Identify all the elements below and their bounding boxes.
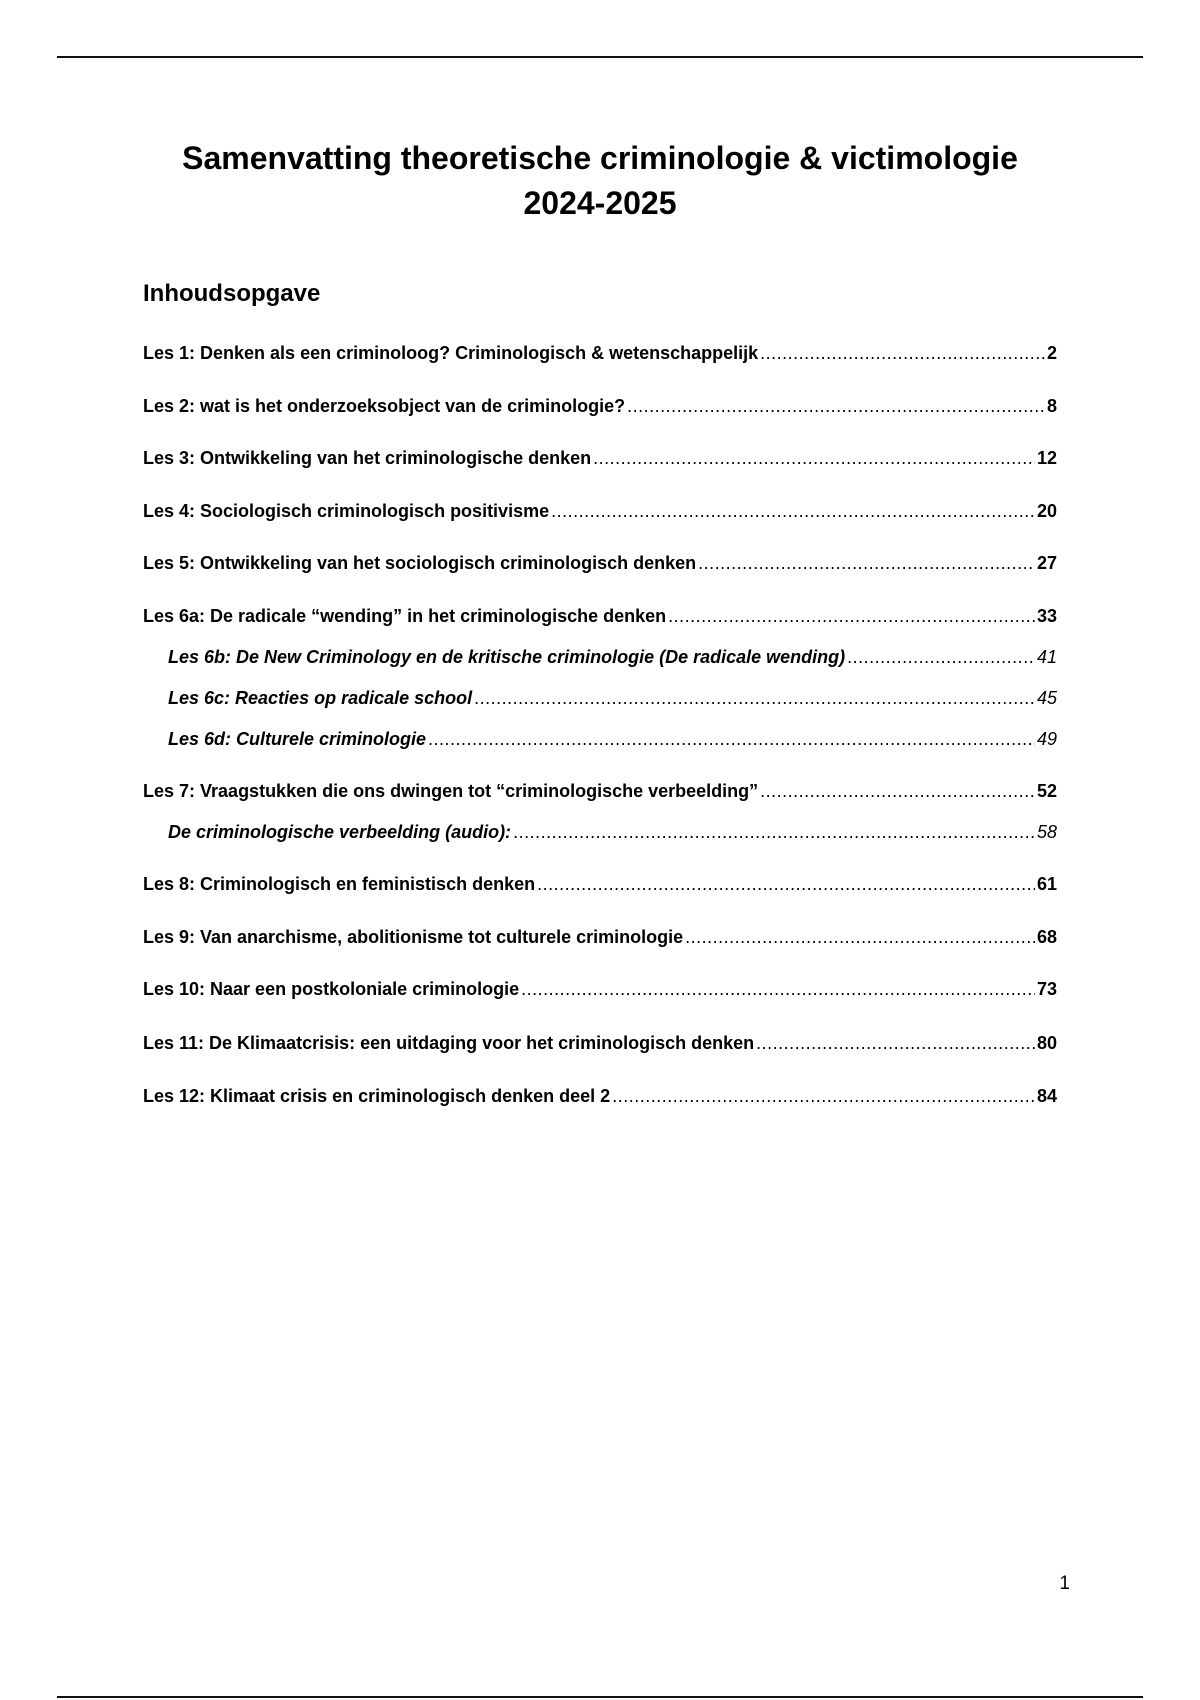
document-title (0, 136, 1200, 226)
toc-leader-dots (612, 1084, 1035, 1108)
toc-entry-les-2[interactable] (143, 394, 1057, 418)
toc-leader-dots (698, 551, 1035, 575)
toc-leader-dots (760, 779, 1035, 803)
toc-entry-label: Les 5: Ontwikkeling van het sociologisch criminologisch denken (143, 553, 697, 573)
title-line-1: Samenvatting theoretische criminologie & victimologie (182, 140, 1018, 176)
toc-leader-dots (668, 604, 1035, 628)
toc-entry-page: 27 (1036, 553, 1057, 573)
toc-entry-label: Les 6d: Culturele criminologie (168, 729, 427, 749)
toc-entry-label: Les 11: De Klimaatcrisis: een uitdaging voor het criminologisch denken (143, 1033, 755, 1053)
toc-entry-les-3[interactable] (143, 446, 1057, 470)
toc-leader-dots (428, 727, 1035, 751)
toc-entry-les-6b[interactable] (168, 645, 1057, 669)
toc-entry-les-7[interactable] (143, 779, 1057, 803)
toc-entry-label: Les 8: Criminologisch en feministisch denken (143, 874, 536, 894)
toc-entry-les-1[interactable] (143, 341, 1057, 365)
toc-leader-dots (521, 977, 1035, 1001)
toc-leader-dots (537, 872, 1035, 896)
toc-leader-dots (551, 499, 1035, 523)
toc-entry-label: Les 2: wat is het onderzoeksobject van de criminologie? (143, 396, 626, 416)
toc-entry-page: 33 (1036, 606, 1057, 626)
toc-entry-les-5[interactable] (143, 551, 1057, 575)
toc-heading: Inhoudsopgave (143, 280, 321, 307)
toc-entry-page: 73 (1036, 979, 1057, 999)
toc-leader-dots (627, 394, 1045, 418)
toc-entry-page: 52 (1036, 781, 1057, 801)
toc-entry-page: 41 (1036, 647, 1057, 667)
toc-entry-label: Les 6a: De radicale “wending” in het criminologische denken (143, 606, 667, 626)
toc-entry-label: Les 6b: De New Criminology en de kritische criminologie (De radicale wending) (168, 647, 846, 667)
toc-entry-les-6d[interactable] (168, 727, 1057, 751)
toc-entry-les-6a[interactable] (143, 604, 1057, 628)
toc-entry-les-6c[interactable] (168, 686, 1057, 710)
toc-entry-label: De criminologische verbeelding (audio): (168, 822, 512, 842)
toc-entry-page: 20 (1036, 501, 1057, 521)
toc-entry-page: 61 (1036, 874, 1057, 894)
top-rule (57, 56, 1143, 58)
toc-leader-dots (760, 341, 1045, 365)
toc-entry-label: Les 3: Ontwikkeling van het criminologische denken (143, 448, 592, 468)
toc-entry-page: 84 (1036, 1086, 1057, 1106)
toc-leader-dots (474, 686, 1035, 710)
toc-entry-label: Les 1: Denken als een criminoloog? Criminologisch & wetenschappelijk (143, 343, 759, 363)
toc-entry-label: Les 9: Van anarchisme, abolitionisme tot culturele criminologie (143, 927, 684, 947)
toc-entry-page: 68 (1036, 927, 1057, 947)
toc-entry-label: Les 10: Naar een postkoloniale criminologie (143, 979, 520, 999)
toc-entry-les-11[interactable] (143, 1031, 1057, 1055)
toc-entry-page: 8 (1046, 396, 1057, 416)
toc-entry-les-12[interactable] (143, 1084, 1057, 1108)
toc-entry-label: Les 7: Vraagstukken die ons dwingen tot “criminologische verbeelding” (143, 781, 759, 801)
toc-entry-label: Les 4: Sociologisch criminologisch positivisme (143, 501, 550, 521)
toc-leader-dots (593, 446, 1035, 470)
toc-leader-dots (685, 925, 1035, 949)
toc-entry-page: 49 (1036, 729, 1057, 749)
toc-leader-dots (847, 645, 1035, 669)
page-number: 1 (1059, 1573, 1070, 1594)
toc-entry-label: Les 6c: Reacties op radicale school (168, 688, 473, 708)
toc-entry-page: 2 (1046, 343, 1057, 363)
toc-entry-label: Les 12: Klimaat crisis en criminologisch denken deel 2 (143, 1086, 611, 1106)
toc-entry-les-10[interactable] (143, 977, 1057, 1001)
toc-leader-dots (756, 1031, 1035, 1055)
toc-entry-page: 45 (1036, 688, 1057, 708)
toc-entry-les-4[interactable] (143, 499, 1057, 523)
bottom-rule (57, 1696, 1143, 1698)
toc-entry-page: 12 (1036, 448, 1057, 468)
toc-entry-page: 58 (1036, 822, 1057, 842)
toc-entry-audio[interactable] (168, 820, 1057, 844)
toc-entry-les-9[interactable] (143, 925, 1057, 949)
toc-leader-dots (513, 820, 1035, 844)
toc-entry-les-8[interactable] (143, 872, 1057, 896)
title-line-2: 2024-2025 (523, 185, 677, 221)
toc-entry-page: 80 (1036, 1033, 1057, 1053)
